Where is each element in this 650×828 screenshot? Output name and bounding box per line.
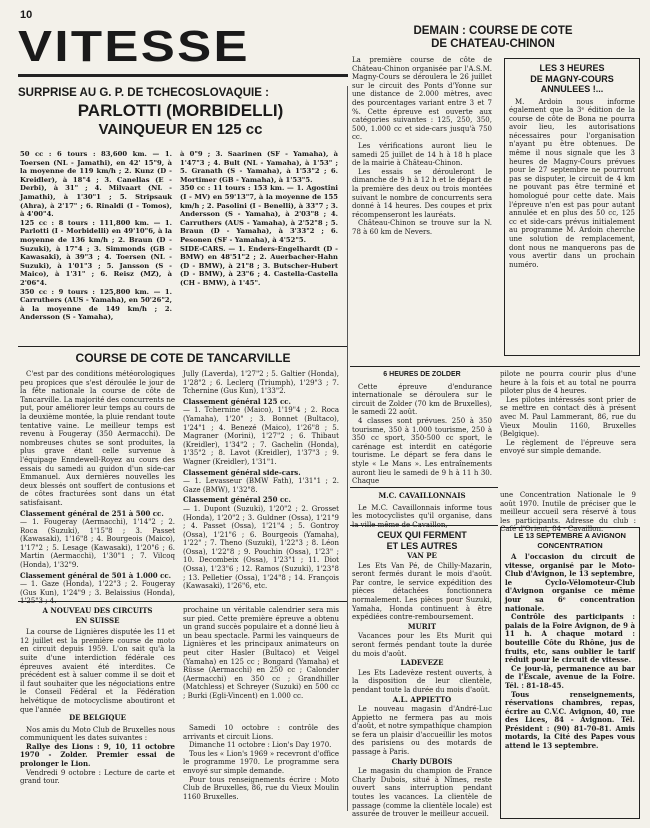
parlotti-results: 50 cc : 6 tours : 83,600 km. — 1. Toersen (NL - Jamathi), en 42' 15"9, à la moyenne de 119 km/h ; 2. Kunz (D - Kreidler), à 18"4 ; 3. Canellas (E - Derbi), à 31" ; 4. Milvaart (NL - Jamathi), à 1'30"1 ; 5. Stripsauk (Ahra), à 2'17" ; 6. Rinaldi (I - Tomos), à 4'00"4. 125 cc : 8 tours : 111,800 km. — 1. Parlotti (I - Morbidelli) en 49'10"6, à la moyenne de 136 km/h ; 2. Braun (D - Suzuki), à 17"4 ; 3. Simmonds (GB - Kawasaki), à 39"3 ; 4. Toersen (NL - Suzuki), à 1'01"3 ; 5. Jansson (S - Maico), à 1'31" ; 6. Reisz (MZ), à 2'06"4. 350 cc : 9 tours : 125,800 km. — 1. Carruthers (AUS - Yamaha), en 50'26"2, à la moyenne de 149 km/h ; 2. Andersson (S - Yamaha), (20, 150, 172, 322)
chateau-paragraph: Les vérifications auront lieu le samedi 25 juillet de 14 h à 18 h place de la mairie à Château-Chinon. (352, 141, 492, 168)
parlotti-results: à 0"9 ; 3. Saarinen (SF - Yamaha), à 1'47"3 ; 4. Bult (NL - Yamaha), à 1'53" ; 5. Granath (S - Yamaha), à 1'53"2 ; 6. Mortimer (GB - Yamaha), à 1'53"5. 350 cc : 11 tours : 153 km. — 1. Agostini (I - MV) en 59'13"7, à la moyenne de 155 km/h ; 2. Pasolini (I - Benelli), à 33"7 ; 3. Andersson (S - Yamaha), à 2'03"8 ; 4. Carruthers (AUS - Yamaha), à 2'52"8 ; 5. Braun (D - Yamaha), à 3'33"2 ; 6. Pesonen (SF - Yamaha), à 4'52"5. SIDE-CARS. — 1. Enders-Engelhardt (D - BMW) en 48'51"2 ; 2. Auerbacher-Hahn (D - BMW), à 21"8 ; 3. Butscher-Hubert (D - BMW), à 23"6 ; 4. Castella-Castella (CH - BMW), à 1'45". (180, 150, 338, 287)
chateau-paragraph: La première course de côte de Château-Chinon organisée par l'A.S.M. Magny-Cours se déroulera le 26 juillet sur le circuit des Ponts d'Yonne sur une distance de 2.000 mètres, avec des pourcentages variant entre 3 et 7 %. Cette épreuve est ouverte aux catégories suivantes : 125, 250, 350, 500, 1.000 cc et side-cars jusqu'à 750 cc. (352, 56, 492, 142)
paragraph: Le magasin du champion de France Charly Dubois, situé à Nîmes, reste ouvert sans interruption pendant toutes les vacances. La clientèle de passage (comme la clientèle locale) est assurée de trouver le meilleur accueil. (352, 767, 492, 819)
avignon-paragraph: A l'occasion du circuit de vitesse, organisé par le Moto-Club d'Avignon, le 13 septembre, le Cyclo-Vélomoteur-Club d'Avignon organise ce même jour sa 6ᵉ concentration nationale. (505, 552, 635, 613)
zolder-paragraph: Le règlement de l'épreuve sera envoyé sur simple demande. (500, 438, 636, 456)
suisse-title-1: A NOUVEAU DES CIRCUITS (42, 606, 153, 615)
ferment-title-1: CEUX QUI FERMENT (377, 530, 467, 540)
article-magny (509, 63, 635, 269)
avignon-paragraph: Contrôle des participants : palais de la Foire Avignon, de 9 à 11 h. A chaque motard : bouteille Côte du Rhône, jus de fruits, etc, sans oublier le tarif réduit pour le circuit de vitesse. (505, 612, 635, 665)
chateau-paragraph: Château-Chinon se trouve sur la N. 78 à 60 km de Nevers. (352, 219, 492, 236)
tancarville-col2 (183, 370, 339, 600)
cavaillon-paragraph: Le M.C. Cavaillonnais informe tous les motocyclistes qu'il organise, dans (352, 503, 492, 521)
subheading: Charly DUBOIS (391, 756, 453, 766)
subheading: LADEVEZE (400, 658, 444, 668)
zolder-paragraph: 4 classes sont prévues. 250 à 350 tourisme, 350 à 1.000 tourisme, 250 à 350 cc sport, 350-500 cc sport, le carénage est interdit en catégorie tourisme. Le départ se fera dans le style « Le Mans ». Les entraînements auront lieu le samedi de 9 h à 11 h 30. Chaque (352, 416, 492, 486)
tancarville-title: COURSE DE COTE DE TANCARVILLE (75, 351, 291, 365)
paragraph: Jully (Laverda), 1'27"2 ; 5. Galtier (Honda), 1'28"2 ; 6. Leclerq (Triumph), 1'29"3 ; 7. Tchernine (Gus Kun), 1'33"2. (183, 370, 339, 396)
article-suisse-cont (183, 606, 339, 701)
divider (18, 346, 348, 347)
divider (350, 525, 498, 526)
divider (350, 366, 640, 367)
title-rule (18, 74, 348, 77)
belgique-paragraph: Tous les « Lion's 1969 » recevront d'office le programme 1970. Le programme sera envoyé sur simple demande. (183, 749, 339, 775)
belgique-title: DE BELGIQUE (69, 713, 126, 722)
chateau-paragraph: Les essais se dérouleront le dimanche de 9 h à 12 h et le départ de la première des deux ou trois montées suivant le nombre de concurrents sera donné à 14 heures. Des coupes et prix récompenseront les lauréats. (352, 167, 492, 219)
divider (18, 601, 348, 602)
paragraph: Les Ets Ladevèze restent ouverts, à la disposition de leur clientèle, pendant toute la durée du mois d'août. (352, 668, 492, 694)
tancarville-col1 (20, 370, 175, 600)
paragraph: — 1. Dupont (Suzuki), 1'20"2 ; 2. Grosset (Honda), 1'20"2 ; 3. Guldner (Ossa), 1'21"9 ; 4. Passet (Ossa), 1'21"4 ; 5. Gontroy (Ossa), 1'21"6 ; 6. Bourgeois (Yamaha), 1'22" ; 7. Theno (Suzuki), 1'22"3 ; 8. Léon (Ossa), 1'22"8 ; 9. Pouchin (Ossa), 1'23" ; 10. Decombeix (Ossa), 1'23"1 ; 11. Diot (Ossa), 1'23"6 ; 12. Ramos (Suzuki), 1'23"8 ; 13. Pelletier (Ossa), 1'24"8 ; 14. François (Kawasaki), 1'26"6, etc. (183, 504, 339, 591)
avignon-title-1: LE 13 SEPTEMBRE A AVIGNON (514, 531, 626, 540)
zolder-paragraph: pilote ne pourra courir plus d'une heure à la fois et au total ne pourra piloter plus de 4 heures. (500, 370, 636, 396)
suisse-paragraph: prochaine un véritable calendrier sera mis sur pied. Cette première épreuve a obtenu un grand succès populaire et a donné lieu à un beau spectacle. Parmi les vainqueurs de Lignières et les principaux animateurs on peut citer Hasler (Bultaco) et Veigel (Yamaha) en 125 cc ; Bongard (Yamaha) et Rüsse (Aermacchi) en 250 cc ; Calonder (Aermacchi) en 350 cc ; Grandhiller (Matchless) et Schreyer (Suzuki) en 500 cc ; Burki (Egli-Vincent) en 1.000 cc. (183, 606, 339, 700)
parlotti-results-col2 (180, 150, 338, 345)
belgique-paragraph: Nos amis du Moto Club de Bruxelles nous communiquent les dates suivantes : (20, 725, 175, 743)
zolder-paragraph: Cette épreuve d'endurance internationale se déroulera sur le circuit de Zolder (70 km de Bruxelles), le samedi 22 août. (352, 382, 492, 417)
belgique-paragraph: Dimanche 11 octobre : Lion's Day 1970. (189, 741, 332, 750)
article-belgique-col2 (183, 724, 339, 801)
zolder-paragraph: Les pilotes intéressés sont prier de se mettre en contact dès à présent avec M. Paul Lammerant, 86, rue du Vieux Moulin 1160, Bruxelles (Belgique). (500, 395, 636, 439)
cavaillon-paragraph: une Concentration Nationale le 9 août 1970. Inutile de préciser que le meilleur accueil sera réservé à tous les participants. Adresse du club : Café d'Orient, 84 - Cavaillon. (500, 491, 636, 534)
subheading: Classement général de 501 à 1.000 cc. (20, 570, 172, 580)
subheading: MURIT (407, 621, 437, 631)
zolder-title: 6 HEURES DE ZOLDER (383, 371, 461, 378)
avignon-title-2: CONCENTRATION (537, 540, 603, 550)
subheading: Classement général side-cars. (183, 467, 301, 477)
page-number: 10 (20, 9, 33, 21)
magny-paragraph: M. Ardoin nous informe également que la 3ᵉ édition de la course de côte de Bona ne pourra avoir lieu, les autorisations nécessaires pour l'organisation n'ayant pu être obtenues. De même il nous signale que les 3 heures de Magny-Cours prévues pour le 27 septembre ne pourront pas se disputer, le circuit de 4 km ne pouvant pas être terminé et homologué pour cette date. Mais l'épreuve n'en est pas pour autant annulée et en plus des 50 cc, 125 cc et side-cars prévus initialement au programme M. Ardoin cherche une solution de remplacement, dont nous ne manquerons pas de vous avertir dans un prochain numéro. (509, 97, 635, 269)
avignon-paragraph: Tous renseignements, réservations chambres, repas, écrire au C.V.C. Avignon, 40, rue des Lices, 84 - Avignon. Tél. Président : (90) 81-70-81. Amis motards, la Cité des Papes vous attend le 13 septembre. (505, 689, 635, 751)
cavaillon-title: M.C. CAVAILLONNAIS (378, 491, 466, 500)
column-separator (347, 86, 348, 811)
paragraph: — 1. Levasseur (BMW Fath), 1'31"1 ; 2. Gaze (BMW), 1'32"8. (183, 477, 339, 494)
belgique-paragraph: Rallye des Lions : 9, 10, 11 octobre 1970 - Zolder. Premier essai de prolonger le Lion. (20, 741, 175, 768)
paragraph: — 1. Gaze (Honda), 1'22"3 ; 2. Fougeray (Gus Kun), 1'24"9 ; 3. Belaissius (Honda), (20, 580, 175, 597)
paragraph: — 1. Fougeray (Aermacchi), 1'14"2 ; 2. Roca (Suzuki), 1'15"8 ; 3. Passet (Kawasaki), 1'16"8 ; 4. Bourgeois (Maico), 1'17"2 ; 5. Lesage (Kawasaki), 1'20"6 ; 6. Martin (Aermacchi), 1'30"1 ; 7. Vilcoq (Honda), 1'32"9. (20, 518, 175, 570)
article-suisse (20, 606, 175, 714)
section-title: VITESSE (18, 22, 250, 71)
article-avignon (505, 531, 635, 751)
avignon-paragraph: Ce jour-là, permanence au bar de l'Escale, avenue de la Foire. Tél. : 81-18-45. (505, 663, 635, 690)
belgique-paragraph: Pour tous renseignements écrire : Moto Club de Bruxelles, 86, rue du Vieux Moulin 1160 Bruxelles. (183, 775, 339, 801)
magny-title-3: ANNULEES !... (540, 84, 604, 94)
suisse-title-2: EN SUISSE (75, 615, 120, 625)
article-ferment (352, 530, 492, 819)
subheading: VAN PE (407, 551, 437, 560)
ferment-title-2: ET LES AUTRES (386, 540, 458, 551)
suisse-paragraph: La course de Lignières disputée les 11 et 12 juillet est la première course de moto en circuit depuis 1959. L'on sait qu'à la suite d'une interdiction fédérale ces épreuves avaient été interdites. Ce précédent est à saluer comme il se doit et il faut souhaiter que les négociations entre le Conseil Fédéral et la Fédération helvétique de motocyclisme aboutiront et que l'année (20, 628, 175, 714)
subheading: Classement général 125 cc. (183, 396, 291, 406)
divider (350, 487, 498, 488)
belgique-paragraph: Samedi 10 octobre : contrôle des arrivants et circuit Lions. (183, 724, 339, 741)
article-chateau-header (347, 25, 639, 51)
ferment-body (352, 552, 492, 819)
magny-title-2: DE MAGNY-COURS (530, 73, 614, 84)
parlotti-headline-2: PARLOTTI (MORBIDELLI) (77, 101, 284, 120)
magny-title-1: LES 3 HEURES (539, 63, 605, 73)
chateau-title-2: DE CHATEAU-CHINON (431, 38, 555, 50)
article-zolder-cont (500, 370, 636, 456)
article-parlotti-headline (18, 86, 343, 139)
parlotti-results-col1 (20, 150, 172, 345)
paragraph: Les Ets Van Pé, de Chilly-Mazarin, seront fermés durant le mois d'août. Par contre, le service expédition des pièces détachées fonctionnera normalement. Les pièces pour Suzuki, Yamaha, Honda continuent à être expédiées contre-remboursement. (352, 561, 492, 622)
subheading: A.L. APPIETTO (392, 694, 452, 704)
article-chateau-body (352, 56, 492, 236)
subheading: Classement général 250 cc. (183, 495, 291, 505)
article-cavaillon (352, 491, 492, 529)
subheading: Classement général de 251 à 500 cc. (20, 508, 164, 518)
belgique-paragraph: Vendredi 9 octobre : Lecture de carte et grand tour. (20, 768, 175, 786)
parlotti-headline-3: VAINQUEUR EN 125 cc (98, 121, 263, 138)
paragraph: C'est par des conditions météorologiques peu propices que s'est déroulée le jour de la fête nationale la course de côte de Tancarville. La majorité des concurrents ne put, pour améliorer leur temps au cours de la deuxième montée, la pluie rendant toute tentative vaine. Le meilleur temps est revenu à Fougeray (350 Aermacchi). De nombreuses chutes se sont produites, la plus grave étant celle survenue à l'équipage Enndewell-Royez au cours des essais du samedi au guidon d'un side-car Emmanuel. Aux dernières nouvelles les deux blessés ont souffert de contusions et de côtes fracturées sont dans un état satisfaisant. (20, 370, 175, 507)
paragraph: Le nouveau magasin d'André-Luc Appietto ne fermera pas au mois d'août, et notre sympathique champion se fera un plaisir d'accueillir les motos des parisiens ou des motards de passage à Paris. (352, 705, 492, 757)
paragraph: — 1. Tchernine (Maico), 1'19"4 ; 2. Roca (Yamaha), 1'20" ; 3. Bonnet (Bultaco), 1'24"1 ; 4. Benezé (Maico), 1'26"8 ; 5. Magraner (Morini), 1'27"2 ; 6. Thibaut (Kreidler), 1'34"2 ; 7. Gachelin (Honda), 1'35"2 ; 8. Lavot (Kreidler), 1'37"3 ; 9. Wagner (Kreidler), 1'31"1. (183, 406, 339, 466)
parlotti-headline-1: SURPRISE AU G. P. DE TCHECOSLOVAQUIE : (18, 87, 269, 99)
article-zolder (352, 370, 492, 486)
paragraph: Vacances pour les Ets Murit qui seront fermés pendant toute la durée du mois d'août. (352, 632, 492, 658)
article-belgique-col1 (20, 713, 175, 786)
chateau-title-1: DEMAIN : COURSE DE COTE (413, 25, 573, 37)
